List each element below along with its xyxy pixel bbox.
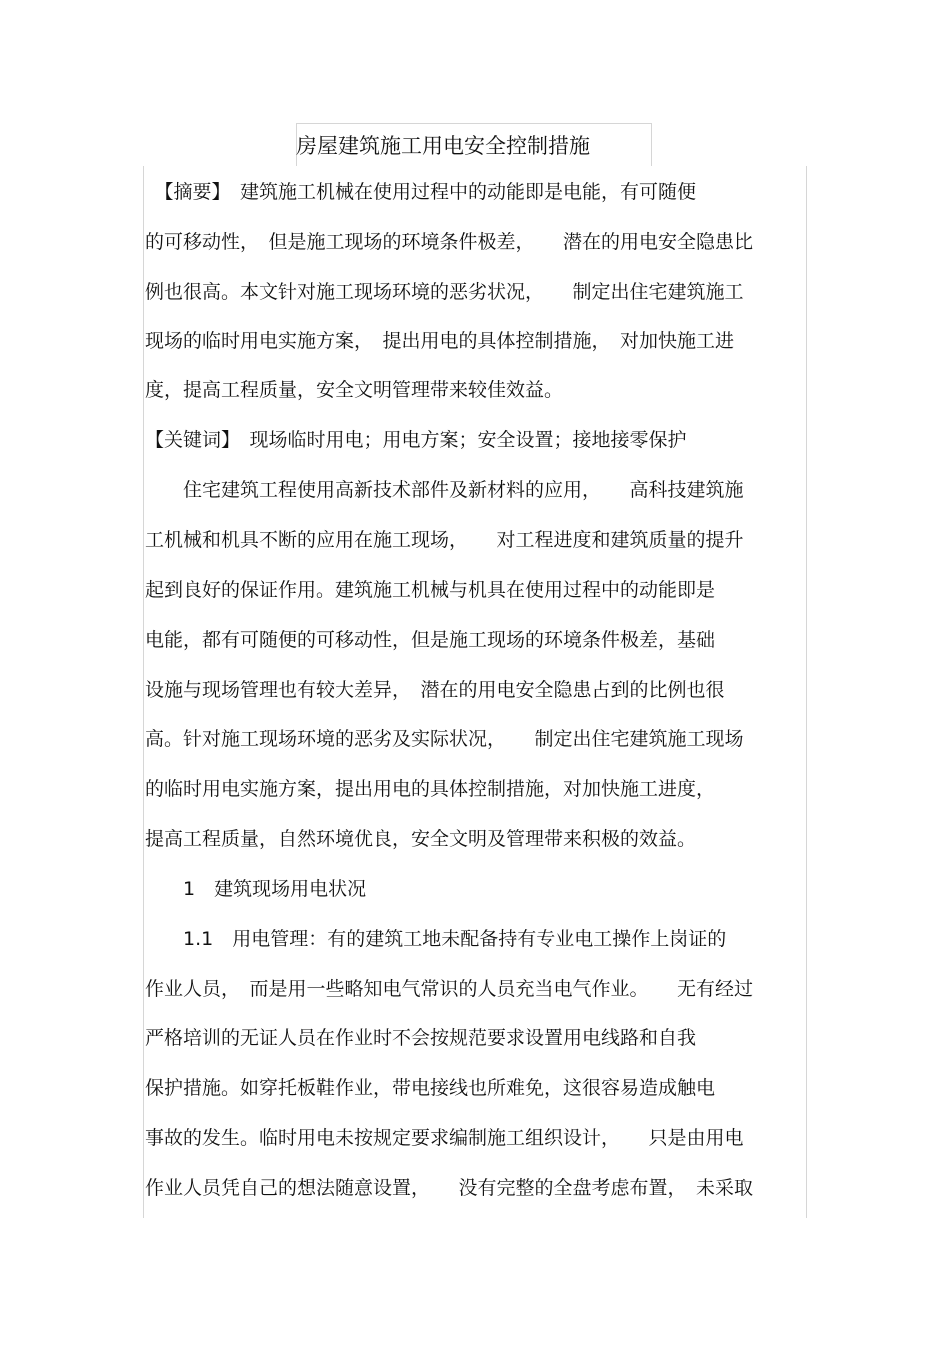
paragraph-line: 住宅建筑工程使用高新技术部件及新材料的应用， 高科技建筑施 xyxy=(145,479,744,501)
subsection-line: 作业人员， 而是用一些略知电气常识的人员充当电气作业。 无有经过 xyxy=(145,978,754,1000)
paragraph-line: 电能，都有可随便的可移动性，但是施工现场的环境条件极差，基础 xyxy=(145,629,716,651)
paragraph-line: 工机械和机具不断的应用在施工现场， 对工程进度和建筑质量的提升 xyxy=(145,529,744,551)
abstract-line-5: 度，提高工程质量，安全文明管理带来较佳效益。 xyxy=(145,379,564,401)
paragraph-line: 高。针对施工现场环境的恶劣及实际状况， 制定出住宅建筑施工现场 xyxy=(145,728,744,750)
abstract-line-4: 现场的临时用电实施方案， 提出用电的具体控制措施， 对加快施工进 xyxy=(145,330,735,352)
abstract-line-3: 例也很高。本文针对施工现场环境的恶劣状况， 制定出住宅建筑施工 xyxy=(145,281,744,303)
subsection-line: 事故的发生。临时用电未按规定要求编制施工组织设计， 只是由用电 xyxy=(145,1127,744,1149)
subsection-line: 严格培训的无证人员在作业时不会按规范要求设置用电线路和自我 xyxy=(145,1027,697,1049)
paragraph-line: 的临时用电实施方案，提出用电的具体控制措施，对加快施工进度， xyxy=(145,778,716,800)
subsection-line: 1.1 用电管理：有的建筑工地未配备持有专业电工操作上岗证的 xyxy=(145,928,727,950)
paragraph-line: 起到良好的保证作用。建筑施工机械与机具在使用过程中的动能即是 xyxy=(145,579,716,601)
subsection-line: 作业人员凭自己的想法随意设置， 没有完整的全盘考虑布置， 未采取 xyxy=(145,1177,754,1199)
section-heading: 1 建筑现场用电状况 xyxy=(145,878,367,900)
abstract-line-2: 的可移动性， 但是施工现场的环境条件极差， 潜在的用电安全隐患比 xyxy=(145,231,754,253)
keywords-line: 【关键词】 现场临时用电；用电方案；安全设置；接地接零保护 xyxy=(145,429,687,451)
document-title: 房屋建筑施工用电安全控制措施 xyxy=(296,134,590,158)
paragraph-line: 设施与现场管理也有较大差异， 潜在的用电安全隐患占到的比例也很 xyxy=(145,679,725,701)
paragraph-line: 提高工程质量，自然环境优良，安全文明及管理带来积极的效益。 xyxy=(145,828,697,850)
abstract-line-1: 【摘要】 建筑施工机械在使用过程中的动能即是电能，有可随便 xyxy=(145,181,697,203)
subsection-line: 保护措施。如穿托板鞋作业，带电接线也所难免，这很容易造成触电 xyxy=(145,1077,716,1099)
